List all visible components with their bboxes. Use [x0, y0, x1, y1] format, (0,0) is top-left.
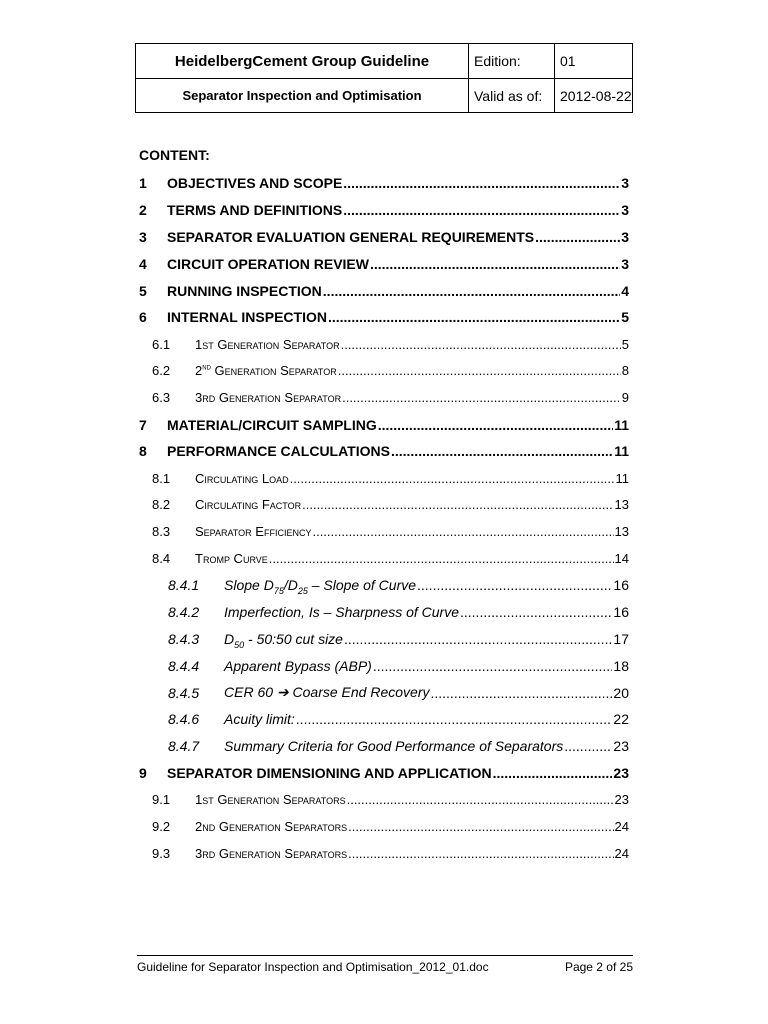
toc-entry-6-3[interactable] — [139, 384, 629, 411]
toc-entry-number: 8.1 — [152, 470, 171, 486]
toc-entry-number: 8.4.5 — [168, 684, 200, 701]
toc-entry-title: Circulating Factor — [195, 497, 302, 513]
toc-entry-page: 3 — [621, 255, 629, 272]
toc-entry-8-4-3[interactable] — [139, 626, 629, 653]
toc-entry-title: Summary Criteria for Good Performance of Separators — [224, 738, 564, 755]
edition-value: 01 — [555, 44, 633, 79]
toc-entry-9-2[interactable] — [139, 813, 629, 840]
toc-entry-8-4[interactable] — [139, 545, 629, 572]
toc-entry-page: 23 — [613, 764, 629, 781]
toc-leader-dots — [343, 202, 620, 218]
toc-entry-6[interactable] — [139, 304, 629, 331]
toc-entry-title: CER 60 ➔ Coarse End Recovery — [224, 684, 430, 701]
toc-entry-3[interactable] — [139, 224, 629, 251]
toc-entry-page: 20 — [613, 684, 629, 701]
toc-entry-title: 2nd Generation Separator — [195, 362, 337, 379]
toc-entry-page: 18 — [613, 657, 629, 674]
toc-entry-number: 9.2 — [152, 819, 171, 835]
toc-entry-title: RUNNING INSPECTION — [167, 282, 322, 299]
toc-entry-6-2[interactable] — [139, 358, 629, 385]
toc-entry-page: 24 — [614, 819, 629, 835]
toc-entry-2[interactable] — [139, 197, 629, 224]
toc-leader-dots — [535, 229, 620, 245]
toc-entry-8-4-5[interactable] — [139, 679, 629, 706]
toc-entry-number: 3 — [139, 228, 147, 245]
toc-entry-6-1[interactable] — [139, 331, 629, 358]
footer-filename: Guideline for Separator Inspection and Optimisation_2012_01.doc — [137, 960, 489, 974]
toc-leader-dots — [430, 685, 612, 701]
toc-entry-7[interactable] — [139, 411, 629, 438]
toc-leader-dots — [344, 631, 612, 647]
toc-entry-page: 3 — [621, 228, 629, 245]
toc-leader-dots — [323, 283, 620, 299]
toc-entry-title: 3rd Generation Separators — [195, 845, 348, 861]
toc-entry-title: Tromp Curve — [195, 551, 268, 567]
valid-as-of-label: Valid as of: — [469, 79, 555, 113]
toc-entry-title: SEPARATOR DIMENSIONING AND APPLICATION — [167, 764, 492, 781]
toc-entry-8-4-2[interactable] — [139, 599, 629, 626]
toc-leader-dots — [328, 309, 620, 325]
toc-entry-number: 2 — [139, 202, 147, 219]
toc-leader-dots — [378, 417, 613, 433]
toc-leader-dots — [290, 471, 615, 486]
toc-entry-8-1[interactable] — [139, 465, 629, 492]
toc-entry-title: CIRCUIT OPERATION REVIEW — [167, 255, 369, 272]
toc-leader-dots — [296, 711, 613, 727]
toc-entry-8-4-7[interactable] — [139, 733, 629, 760]
footer-page-number: Page 2 of 25 — [564, 960, 633, 974]
toc-entry-page: 3 — [621, 202, 629, 219]
toc-leader-dots — [343, 175, 620, 191]
toc-entry-number: 8.4.3 — [168, 630, 200, 647]
toc-entry-8-3[interactable] — [139, 518, 629, 545]
toc-leader-dots — [347, 792, 614, 807]
toc-entry-1[interactable] — [139, 170, 629, 197]
toc-entry-9[interactable] — [139, 760, 629, 787]
toc-entry-title: Apparent Bypass (ABP) — [224, 657, 372, 674]
toc-entry-number: 8.4.4 — [168, 657, 200, 674]
toc-leader-dots — [342, 390, 621, 405]
toc-entry-page: 3 — [621, 175, 629, 192]
toc-entry-title: 3rd Generation Separator — [195, 390, 342, 406]
toc-entry-page: 13 — [614, 497, 629, 513]
toc-entry-page: 5 — [621, 309, 629, 326]
toc-entry-page: 11 — [614, 416, 629, 433]
toc-entry-page: 22 — [613, 711, 629, 728]
toc-entry-title: INTERNAL INSPECTION — [167, 309, 327, 326]
toc-entry-title: TERMS AND DEFINITIONS — [167, 202, 343, 219]
toc-entry-page: 14 — [614, 551, 629, 567]
toc-entry-number: 8.4.1 — [168, 577, 200, 594]
toc-entry-page: 8 — [621, 363, 629, 379]
toc-entry-page: 23 — [613, 738, 629, 755]
toc-entry-title: Acuity limit: — [224, 711, 295, 728]
toc-entry-number: 8.3 — [152, 524, 171, 540]
toc-entry-title: OBJECTIVES AND SCOPE — [167, 175, 343, 192]
toc-entry-number: 8.4.6 — [168, 711, 200, 728]
toc-entry-8-4-6[interactable] — [139, 706, 629, 733]
toc-entry-number: 8.4 — [152, 551, 171, 567]
toc-entry-title: Imperfection, Is – Sharpness of Curve — [224, 604, 459, 621]
toc-leader-dots — [302, 497, 613, 512]
toc-entry-8-4-1[interactable] — [139, 572, 629, 599]
toc-entry-number: 9.3 — [152, 845, 171, 861]
document-subtitle: Separator Inspection and Optimisation — [136, 79, 469, 113]
toc-entry-title: PERFORMANCE CALCULATIONS — [167, 443, 390, 460]
toc-entry-9-3[interactable] — [139, 840, 629, 867]
toc-leader-dots — [341, 337, 621, 352]
toc-leader-dots — [269, 551, 614, 566]
toc-entry-4[interactable] — [139, 250, 629, 277]
toc-entry-5[interactable] — [139, 277, 629, 304]
toc-entry-page: 16 — [613, 577, 629, 594]
toc-entry-title: 1st Generation Separator — [195, 336, 340, 352]
toc-entry-page: 11 — [615, 470, 629, 486]
toc-leader-dots — [417, 577, 612, 593]
group-guideline-title: HeidelbergCement Group Guideline — [136, 44, 469, 79]
toc-entry-title: 2nd Generation Separators — [195, 819, 348, 835]
toc-leader-dots — [348, 819, 613, 834]
toc-entry-number: 8.4.2 — [168, 604, 200, 621]
toc-entry-8[interactable] — [139, 438, 629, 465]
toc-heading: CONTENT: — [139, 147, 210, 163]
toc-entry-number: 4 — [139, 255, 147, 272]
toc-entry-title: Slope $D_{75}/D_{25}$ – Slope of Curve — [224, 577, 417, 597]
toc-entry-8-4-4[interactable] — [139, 652, 629, 679]
toc-entry-page: 9 — [621, 390, 629, 406]
toc-leader-dots — [564, 738, 612, 754]
toc-entry-title: SEPARATOR EVALUATION GENERAL REQUIREMENTS — [167, 228, 535, 245]
toc-entry-title: Circulating Load — [195, 470, 289, 486]
document-header — [135, 43, 633, 113]
edition-label: Edition: — [469, 44, 555, 79]
toc-leader-dots — [391, 443, 613, 459]
toc-entry-9-1[interactable] — [139, 786, 629, 813]
page-footer — [137, 955, 633, 974]
toc-entry-page: 24 — [614, 845, 629, 861]
toc-entry-number: 9.1 — [152, 792, 171, 808]
toc-entry-page: 4 — [621, 282, 629, 299]
toc-leader-dots — [373, 658, 613, 674]
toc-leader-dots — [493, 765, 613, 781]
toc-entry-number: 8.2 — [152, 497, 171, 513]
toc-entry-8-2[interactable] — [139, 492, 629, 519]
toc-entry-title: MATERIAL/CIRCUIT SAMPLING — [167, 416, 377, 433]
toc-leader-dots — [460, 604, 612, 620]
toc-entry-number: 9 — [139, 764, 147, 781]
toc-entry-number: 6.1 — [152, 336, 171, 352]
toc-entry-number: 1 — [139, 175, 147, 192]
toc-entry-page: 5 — [621, 336, 629, 352]
toc-leader-dots — [312, 524, 613, 539]
toc-entry-page: 17 — [613, 630, 629, 647]
toc-entry-page: 16 — [613, 604, 629, 621]
toc-leader-dots — [370, 256, 620, 272]
toc-entry-number: 6 — [139, 309, 147, 326]
toc-leader-dots — [348, 846, 613, 861]
toc-entry-title: 1st Generation Separators — [195, 792, 346, 808]
toc-entry-page: 13 — [614, 524, 629, 540]
toc-entry-number: 5 — [139, 282, 147, 299]
toc-entry-title: $D_{50}$ - 50:50 cut size — [224, 630, 343, 650]
toc-entry-number: 7 — [139, 416, 147, 433]
valid-as-of-value: 2012-08-22 — [555, 79, 633, 113]
table-of-contents — [139, 170, 629, 867]
toc-entry-number: 8 — [139, 443, 147, 460]
toc-leader-dots — [338, 363, 621, 378]
toc-entry-page: 23 — [614, 792, 629, 808]
toc-entry-title: Separator Efficiency — [195, 524, 312, 540]
toc-entry-number: 6.3 — [152, 390, 171, 406]
toc-entry-number: 6.2 — [152, 363, 171, 379]
toc-entry-page: 11 — [614, 443, 629, 460]
toc-entry-number: 8.4.7 — [168, 738, 200, 755]
